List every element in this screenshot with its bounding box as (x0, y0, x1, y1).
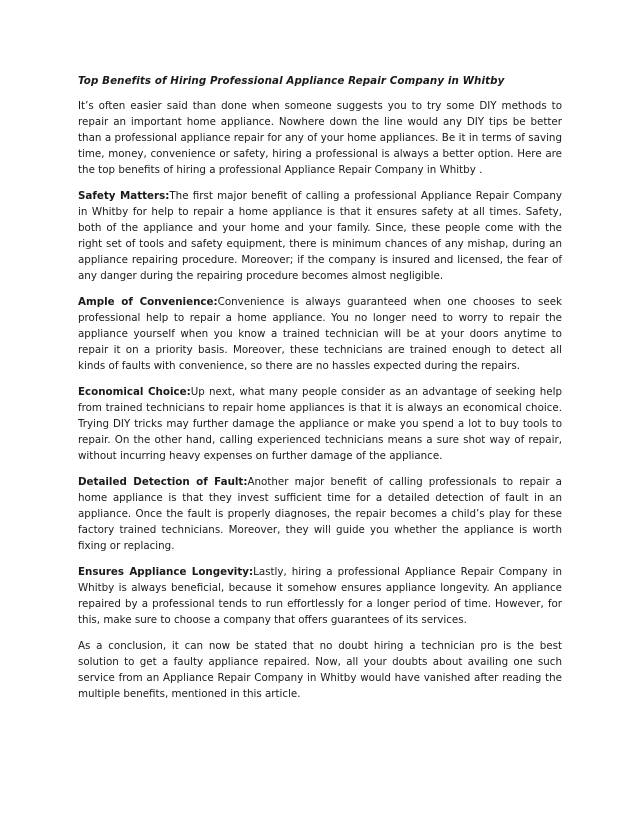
document-page (78, 73, 562, 712)
section-body-longevity: Lastly, hiring a professional Appliance Repair Company in Whitby is always beneficial, because it somehow ensures appliance longevity. An appliance repaired by a professional tends to run effortlessly for a longer period of time. However, for this, make sure to choose a company that offers guarantees of its services. (78, 566, 563, 626)
section-heading-safety: Safety Matters: (78, 190, 170, 202)
section-heading-detection: Detailed Detection of Fault: (78, 476, 248, 488)
document-title: Top Benefits of Hiring Professional Appliance Repair Company in Whitby (78, 75, 505, 87)
conclusion-paragraph: As a conclusion, it can now be stated that no doubt hiring a technician pro is the best solution to get a faulty appliance repaired. Now, all your doubts about availing one such service from an Appliance Repair Company in Whitby would have vanished after reading the multiple benefits, mentioned in this article. (78, 640, 562, 700)
section-body-safety: The first major benefit of calling a professional Appliance Repair Company in Whitby for help to repair a home appliance is that it ensures safety at all times. Safety, both of the appliance and your home and your family. Since, these people come with the right set of tools and safety equipment, there is minimum chances of any mishap, during an appliance repairing procedure. Moreover; if the company is insured and licensed, the fear of any danger during the repairing procedure becomes almost negligible. (78, 190, 562, 282)
section-body-detection: Another major benefit of calling professionals to repair a home appliance is that they invest sufficient time for a detailed detection of fault in an appliance. Once the fault is properly diagnoses, the repair becomes a child’s play for these factory trained technicians. Moreover, they will guide you whether the appliance is worth fixing or replacing. (78, 476, 562, 552)
section-body-convenience: Convenience is always guaranteed when one chooses to seek professional help to repair a home appliance. You no longer need to worry to repair the appliance yourself when you know a trained technician will be at your doors anytime to repair it on a priority basis. Moreover, these technicians are trained enough to detect all kinds of faults with convenience, so there are no hassles expected during the repairs. (78, 296, 562, 372)
section-heading-economical: Economical Choice: (78, 386, 191, 398)
section-safety (78, 188, 562, 284)
section-convenience (78, 294, 562, 374)
section-heading-longevity: Ensures Appliance Longevity: (78, 566, 254, 578)
section-detection (78, 474, 562, 554)
section-heading-convenience: Ample of Convenience: (78, 296, 218, 308)
intro-paragraph: It’s often easier said than done when someone suggests you to try some DIY methods to repair an important home appliance. Nowhere down the line would any DIY tips be better than a professional appliance repair for any of your home appliances. Be it in terms of saving time, money, convenience or safety, hiring a professional is always a better option. Here are the top benefits of hiring a professional Appliance Repair Company in Whitby . (78, 100, 562, 176)
section-longevity (78, 564, 562, 628)
section-body-economical: Up next, what many people consider as an advantage of seeking help from trained technicians to repair home appliances is that it is always an economical choice. Trying DIY tricks may further damage the appliance or make you spend a lot to buy tools to repair. On the other hand, calling experienced technicians means a sure shot way of repair, without incurring heavy expenses on further damage of the appliance. (78, 386, 562, 462)
section-economical (78, 384, 562, 464)
